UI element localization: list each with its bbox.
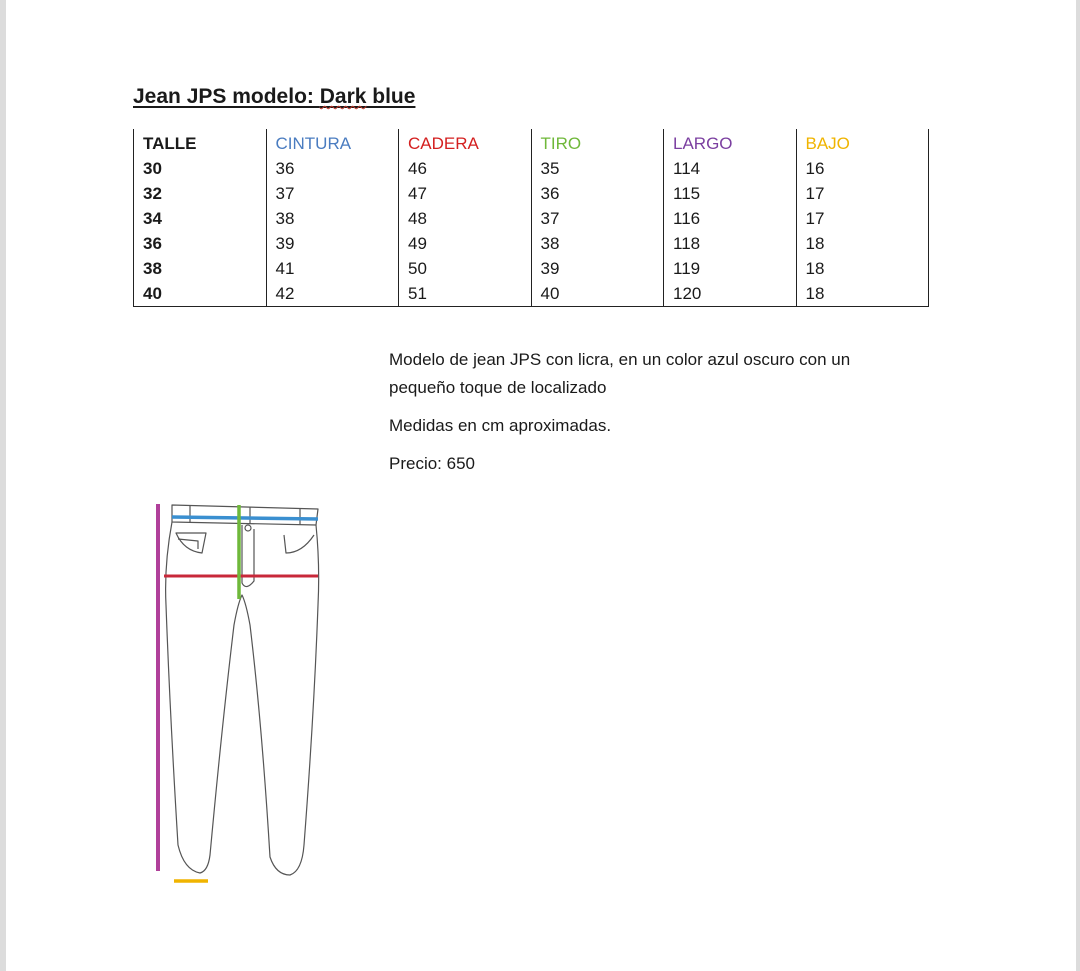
cell-bajo: 18 [796, 281, 929, 307]
title-prefix: Jean JPS modelo: [133, 85, 320, 108]
cell-largo: 118 [664, 231, 797, 256]
cell-bajo: 16 [796, 156, 929, 181]
table-row [134, 256, 929, 281]
header-largo: LARGO [664, 129, 797, 156]
jeans-measurement-diagram-icon [150, 495, 340, 890]
cell-tiro: 37 [531, 206, 664, 231]
cell-cintura: 39 [266, 231, 399, 256]
table-row [134, 181, 929, 206]
cell-cadera: 49 [399, 231, 532, 256]
cell-tiro: 40 [531, 281, 664, 307]
cell-talle: 32 [134, 181, 267, 206]
cell-bajo: 18 [796, 256, 929, 281]
page-edge-left [0, 0, 6, 971]
cell-tiro: 38 [531, 231, 664, 256]
header-bajo: BAJO [796, 129, 929, 156]
cell-talle: 40 [134, 281, 267, 307]
cell-bajo: 17 [796, 206, 929, 231]
cell-largo: 114 [664, 156, 797, 181]
cell-cintura: 41 [266, 256, 399, 281]
cell-cadera: 51 [399, 281, 532, 307]
header-cadera: CADERA [399, 129, 532, 156]
cell-largo: 119 [664, 256, 797, 281]
cell-tiro: 39 [531, 256, 664, 281]
cell-cadera: 48 [399, 206, 532, 231]
cell-talle: 34 [134, 206, 267, 231]
cell-tiro: 35 [531, 156, 664, 181]
cell-bajo: 18 [796, 231, 929, 256]
cell-cadera: 46 [399, 156, 532, 181]
cell-largo: 120 [664, 281, 797, 307]
page-edge-right [1076, 0, 1080, 971]
cell-talle: 36 [134, 231, 267, 256]
price-text: Precio: 650 [389, 454, 475, 473]
cell-cintura: 36 [266, 156, 399, 181]
cell-talle: 38 [134, 256, 267, 281]
table-row [134, 231, 929, 256]
product-description [389, 346, 909, 488]
table-row [134, 156, 929, 181]
title-spell-word: Dark [319, 85, 367, 108]
cell-cintura: 38 [266, 206, 399, 231]
description-text: Modelo de jean JPS con licra, en un color azul oscuro con un pequeño toque de localizado [389, 350, 851, 397]
cell-talle: 30 [134, 156, 267, 181]
header-talle: TALLE [134, 129, 267, 156]
waist-measure-line [172, 517, 318, 519]
page-title [133, 85, 415, 109]
measurements-note: Medidas en cm aproximadas. [389, 416, 612, 435]
cell-largo: 116 [664, 206, 797, 231]
size-table [133, 129, 929, 307]
cell-tiro: 36 [531, 181, 664, 206]
title-suffix: blue [366, 85, 416, 108]
cell-cadera: 50 [399, 256, 532, 281]
cell-largo: 115 [664, 181, 797, 206]
table-row [134, 206, 929, 231]
cell-bajo: 17 [796, 181, 929, 206]
cell-cintura: 42 [266, 281, 399, 307]
cell-cintura: 37 [266, 181, 399, 206]
header-tiro: TIRO [531, 129, 664, 156]
table-row [134, 281, 929, 307]
cell-cadera: 47 [399, 181, 532, 206]
table-header-row [134, 129, 929, 156]
header-cintura: CINTURA [266, 129, 399, 156]
